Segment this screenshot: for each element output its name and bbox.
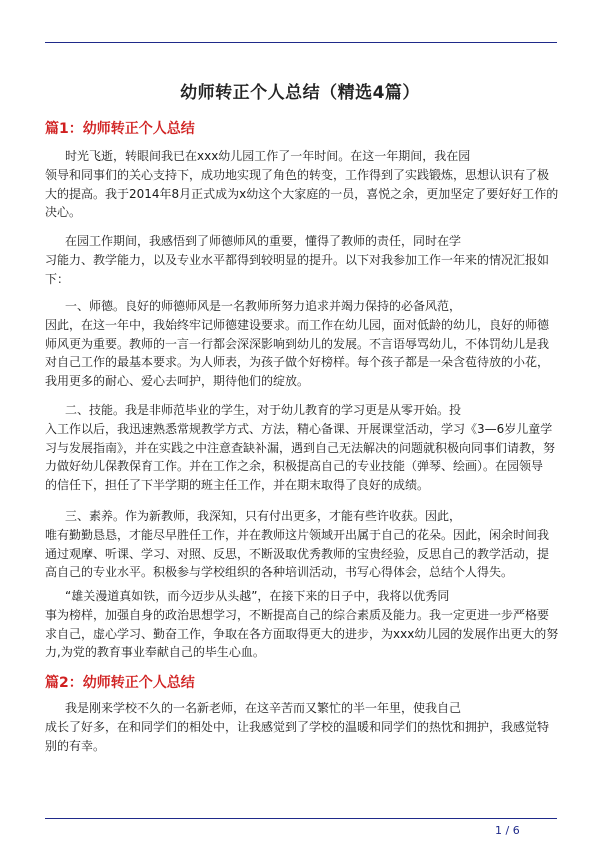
paragraph — [45, 587, 557, 662]
text-line: “雄关漫道真如铁，而今迈步从头越”，在接下来的日子中，我将以优秀同 — [65, 589, 450, 603]
text-line: 唯有勤勤恳恳，才能尽早胜任工作，并在教师这片领域开出属于自己的花朵。因此，闲余时间我 — [45, 527, 550, 542]
text-line: 对自己工作的最基本要求。为人师表，为孩子做个好榜样。每个孩子都是一朵含苞待放的小花， — [45, 355, 550, 370]
section-heading: 篇2：幼师转正个人总结 — [45, 675, 195, 691]
section-heading: 篇1：幼师转正个人总结 — [45, 121, 195, 137]
paragraph — [45, 401, 557, 495]
paragraph — [45, 147, 557, 222]
text-line: 三、素养。作为新教师，我深知，只有付出更多，才能有些许收获。因此， — [65, 509, 462, 523]
text-line: 大的提高。我于2014年8月正式成为x幼这个大家庭的一员，喜悦之余，更加坚定了要好好工作的 — [45, 186, 559, 201]
paragraph — [45, 232, 557, 288]
text-line: 决心。 — [45, 205, 82, 220]
text-line: 领导和同事们的关心支持下，成功地实现了角色的转变，工作得到了实践锻炼，思想认识有了极 — [45, 167, 550, 182]
text-line: 师风更为重要。教师的一言一行都会深深影响到幼儿的发展。不言语辱骂幼儿，不体罚幼儿是我 — [45, 336, 550, 351]
text-line: 通过观摩、听课、学习、对照、反思，不断汲取优秀教师的宝贵经验，反思自己的教学活动，提 — [45, 546, 550, 561]
text-line: 因此，在这一年中，我始终牢记师德建设要求。而工作在幼儿园，面对低龄的幼儿，良好的师德 — [45, 317, 550, 332]
text-line: 的信任下，担任了下半学期的班主任工作，并在期末取得了良好的成绩。 — [45, 478, 430, 493]
paragraph — [45, 507, 557, 582]
text-line: 下： — [45, 271, 70, 286]
text-line: 时光飞逝，转眼间我已在xxx幼儿园工作了一年时间。在这一年期间，我在园 — [65, 149, 471, 163]
text-line: 习与发展指南》，并在实践之中注意查缺补漏，遇到自己无法解决的问题就积极向同事们请教，努 — [45, 440, 556, 455]
text-line: 习能力、教学能力，以及专业水平都得到较明显的提升。以下对我参加工作一年来的情况汇报如 — [45, 252, 550, 267]
text-line: 我是刚来学校不久的一名新老师，在这辛苦而又繁忙的半一年里，使我自己 — [65, 701, 462, 715]
text-line: 力,为党的教育事业奉献自己的毕生心血。 — [45, 645, 265, 660]
text-line: 别的有幸。 — [45, 738, 106, 753]
text-line: 成长了好多，在和同学们的相处中，让我感觉到了学校的温暖和同学们的热忱和拥护，我感觉特 — [45, 719, 550, 734]
text-line: 入工作以后，我迅速熟悉常规教学方式、方法，精心备课、开展课堂活动，学习《3—6岁儿童学 — [45, 421, 553, 436]
text-line: 一、师德。良好的师德师风是一名教师所努力追求并竭力保持的必备风范， — [65, 299, 462, 313]
text-line: 我用更多的耐心、爱心去呵护，期待他们的绽放。 — [45, 374, 310, 389]
page-number: 1 / 6 — [495, 824, 520, 837]
paragraph — [45, 699, 557, 755]
text-line: 力做好幼儿保教保育工作。并在工作之余，积极提高自己的专业技能（弹琴、绘画）。在园领导 — [45, 459, 544, 474]
text-line: 求自己，虚心学习、勤奋工作，争取在各方面取得更大的进步，为xxx幼儿园的发展作出更大的努 — [45, 626, 559, 641]
document-title: 幼师转正个人总结（精选4篇） — [180, 83, 420, 103]
footer-rule — [45, 818, 557, 819]
text-line: 二、技能。我是非师范毕业的学生，对于幼儿教育的学习更是从零开始。投 — [65, 403, 462, 417]
text-line: 高自己的专业水平。积极参与学校组织的各种培训活动，书写心得体会，总结个人得失。 — [45, 565, 514, 580]
paragraph — [45, 297, 557, 391]
text-line: 在园工作期间，我感悟到了师德师风的重要，懂得了教师的责任，同时在学 — [65, 234, 462, 248]
text-line: 事为榜样，加强自身的政治思想学习，不断提高自己的综合素质及能力。我一定更进一步严格要 — [45, 607, 550, 622]
header-rule — [45, 42, 557, 43]
